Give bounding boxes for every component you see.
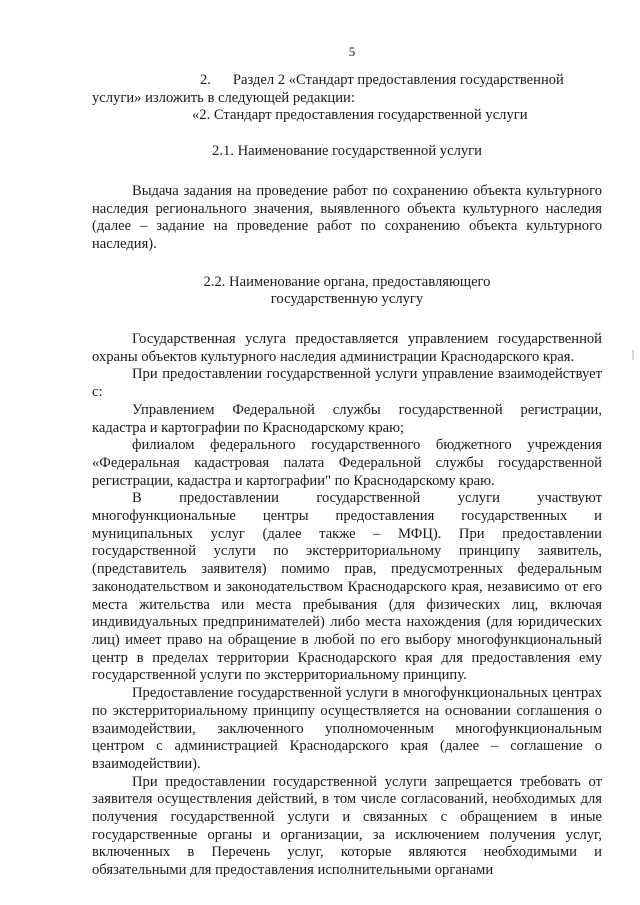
heading-2-1: 2.1. Наименование государственной услуги [212,143,482,160]
paragraph-2-2-5: В предоставлении государственной услуги участвуют многофункциональные центры предоставления государственных и муниципальных услуг (далее также – МФЦ). При предоставлении государственной услуги по экстерриториальному принципу заявитель, (представитель заявителя) помимо прав, предусмотренных федеральным законодательством и законодательством Краснодарского края, независимо от его места жительства или места пребывания (для физических лиц, включая индивидуальных предпринимателей) либо места нахождения (для юридических лиц) имеет право на обращение в любой по его выбору многофункциональный центр в пределах территории Краснодарского края для предоставления ему государственной услуги по экстерриториальному принципу. [92,490,602,684]
paragraph-2-2-3: Управлением Федеральной службы государственной регистрации, кадастра и картографии по Краснодарскому краю; [92,401,602,436]
heading-2-2-line2: государственную услугу [270,291,424,308]
section-item-number: 2. [200,72,211,88]
standard-title: «2. Стандарт предоставления государственной услуги [192,107,528,124]
paragraph-2-1-1: Выдача задания на проведение работ по сохранению объекта культурного наследия регионального значения, выявленного объекта культурного наследия (далее – задание на проведение работ по сохранению объекта культурного наследия). [92,182,602,252]
scan-edge-mark [632,350,634,360]
heading-2-2-line1: 2.2. Наименование органа, предоставляющего [203,273,491,290]
paragraph-2-2-1: Государственная услуга предоставляется управлением государственной охраны объектов культурного наследия администрации Краснодарского края. [92,331,602,365]
section-intro-text: Раздел 2 «Стандарт предоставления государственной [232,72,564,88]
section-intro-line1 [92,72,602,90]
paragraph-2-2-4: филиалом федерального государственного бюджетного учреждения «Федеральная кадастровая палата Федеральной службы государственной регистрации, кадастра и картографии" по Краснодарскому краю. [92,437,602,489]
paragraph-2-2-7: При предоставлении государственной услуги запрещается требовать от заявителя осуществления действий, в том числе согласований, необходимых для получения государственной услуги и связанных с обращением в иные государственные органы и организации, за исключением получения услуг, включенных в Перечень услуг, которые являются необходимыми и обязательными для предоставления исполнительными органами [92,773,602,879]
paragraph-2-2-6: Предоставление государственной услуги в многофункциональных центрах по экстерриториальному принципу осуществляется на основании соглашения о взаимодействии, заключенного уполномоченным многофункциональным центром с администрацией Краснодарского края (далее – соглашение о взаимодействии). [92,685,602,772]
section-intro-line2: услуги» изложить в следующей редакции: [92,89,355,106]
page-number: 5 [348,44,356,59]
paragraph-2-2-2: При предоставлении государственной услуги управление взаимодействует с: [92,366,602,401]
